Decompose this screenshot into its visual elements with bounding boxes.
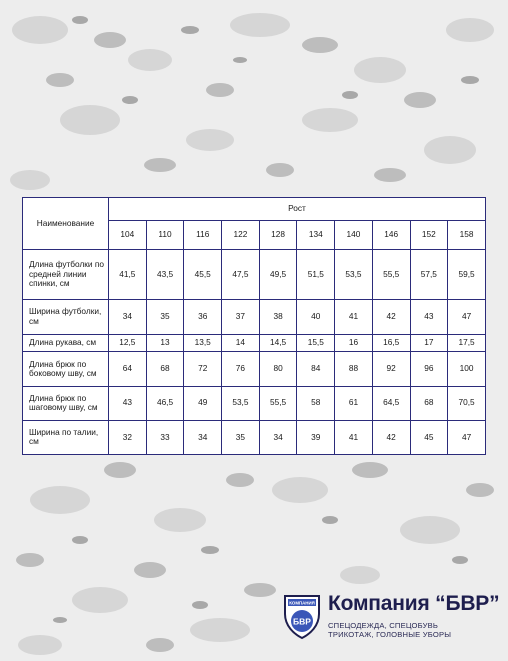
- size-cell: 152: [410, 221, 448, 250]
- value-cell: 45: [410, 420, 448, 454]
- value-cell: 55,5: [372, 250, 410, 300]
- value-cell: 42: [372, 420, 410, 454]
- value-cell: 49: [184, 386, 222, 420]
- size-cell: 122: [222, 221, 260, 250]
- table-row: [23, 352, 486, 386]
- value-cell: 68: [410, 386, 448, 420]
- size-cell: 116: [184, 221, 222, 250]
- value-cell: 35: [222, 420, 260, 454]
- table-row: [23, 250, 486, 300]
- value-cell: 16,5: [372, 334, 410, 352]
- value-cell: 47: [448, 420, 486, 454]
- value-cell: 55,5: [259, 386, 297, 420]
- name-column-header: Наименование: [23, 198, 109, 250]
- shield-emblem-icon: [282, 592, 322, 640]
- size-cell: 104: [109, 221, 147, 250]
- value-cell: 41: [335, 300, 373, 334]
- size-chart-table: [22, 197, 486, 455]
- value-cell: 34: [184, 420, 222, 454]
- value-cell: 16: [335, 334, 373, 352]
- value-cell: 57,5: [410, 250, 448, 300]
- row-name: Длина рукава, см: [23, 334, 109, 352]
- value-cell: 36: [184, 300, 222, 334]
- value-cell: 58: [297, 386, 335, 420]
- value-cell: 51,5: [297, 250, 335, 300]
- value-cell: 64,5: [372, 386, 410, 420]
- size-cell: 128: [259, 221, 297, 250]
- value-cell: 59,5: [448, 250, 486, 300]
- table-header-row: [23, 198, 486, 221]
- row-name: Длина брюк по боковому шву, см: [23, 352, 109, 386]
- table-row: [23, 334, 486, 352]
- value-cell: 100: [448, 352, 486, 386]
- value-cell: 32: [109, 420, 147, 454]
- value-cell: 53,5: [222, 386, 260, 420]
- value-cell: 37: [222, 300, 260, 334]
- row-name: Ширина футболки, см: [23, 300, 109, 334]
- value-cell: 53,5: [335, 250, 373, 300]
- table-row: [23, 386, 486, 420]
- value-cell: 13,5: [184, 334, 222, 352]
- value-cell: 17: [410, 334, 448, 352]
- value-cell: 88: [335, 352, 373, 386]
- value-cell: 84: [297, 352, 335, 386]
- row-name: Ширина по талии, см: [23, 420, 109, 454]
- value-cell: 46,5: [146, 386, 184, 420]
- value-cell: 49,5: [259, 250, 297, 300]
- value-cell: 68: [146, 352, 184, 386]
- value-cell: 39: [297, 420, 335, 454]
- value-cell: 35: [146, 300, 184, 334]
- height-header: Рост: [109, 198, 486, 221]
- company-logo: [282, 588, 500, 648]
- size-cell: 110: [146, 221, 184, 250]
- value-cell: 47,5: [222, 250, 260, 300]
- size-cell: 140: [335, 221, 373, 250]
- value-cell: 40: [297, 300, 335, 334]
- value-cell: 13: [146, 334, 184, 352]
- value-cell: 12,5: [109, 334, 147, 352]
- size-cell: 158: [448, 221, 486, 250]
- row-name: Длина брюк по шаговому шву, см: [23, 386, 109, 420]
- value-cell: 15,5: [297, 334, 335, 352]
- value-cell: 76: [222, 352, 260, 386]
- value-cell: 34: [259, 420, 297, 454]
- svg-text:КОМПАНИЯ: КОМПАНИЯ: [289, 600, 315, 606]
- value-cell: 14,5: [259, 334, 297, 352]
- value-cell: 42: [372, 300, 410, 334]
- brand-name: Компания “БВР”: [328, 592, 500, 615]
- value-cell: 72: [184, 352, 222, 386]
- value-cell: 47: [448, 300, 486, 334]
- value-cell: 43,5: [146, 250, 184, 300]
- value-cell: 41,5: [109, 250, 147, 300]
- svg-text:БВР: БВР: [293, 616, 311, 627]
- value-cell: 38: [259, 300, 297, 334]
- tagline-line-2: ТРИКОТАЖ, ГОЛОВНЫЕ УБОРЫ: [328, 630, 452, 639]
- value-cell: 33: [146, 420, 184, 454]
- value-cell: 17,5: [448, 334, 486, 352]
- value-cell: 43: [109, 386, 147, 420]
- tagline-line-1: СПЕЦОДЕЖДА, СПЕЦОБУВЬ: [328, 621, 439, 630]
- value-cell: 41: [335, 420, 373, 454]
- value-cell: 96: [410, 352, 448, 386]
- row-name: Длина футболки по средней линии спинки, см: [23, 250, 109, 300]
- value-cell: 64: [109, 352, 147, 386]
- size-cell: 134: [297, 221, 335, 250]
- value-cell: 43: [410, 300, 448, 334]
- table-row: [23, 420, 486, 454]
- value-cell: 80: [259, 352, 297, 386]
- value-cell: 34: [109, 300, 147, 334]
- value-cell: 70,5: [448, 386, 486, 420]
- value-cell: 61: [335, 386, 373, 420]
- value-cell: 14: [222, 334, 260, 352]
- size-cell: 146: [372, 221, 410, 250]
- value-cell: 45,5: [184, 250, 222, 300]
- table-row: [23, 300, 486, 334]
- value-cell: 92: [372, 352, 410, 386]
